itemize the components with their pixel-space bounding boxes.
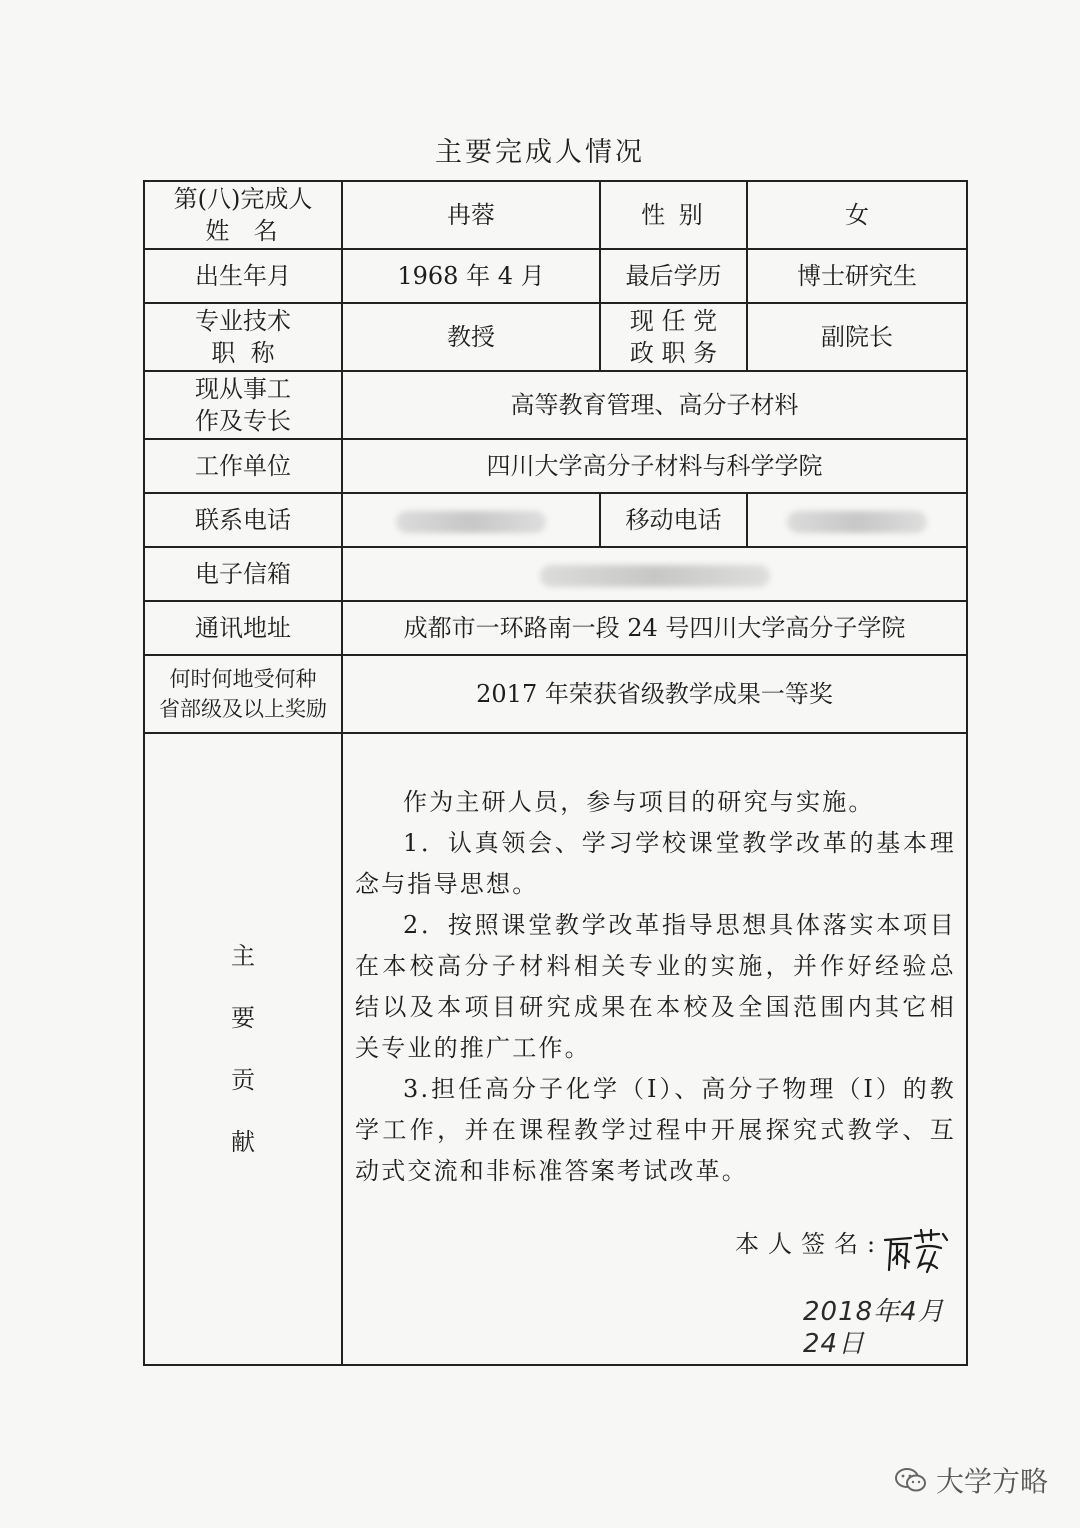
label-cell <box>144 371 342 439</box>
label-text: 第(八)完成人 <box>173 185 313 213</box>
address-label: 通讯地址 <box>144 601 342 655</box>
table-row <box>144 493 967 547</box>
signature-date: 2018年4月24日 <box>803 1297 945 1359</box>
post-value: 副院长 <box>747 303 967 371</box>
work-specialty-value: 高等教育管理、高分子材料 <box>342 371 967 439</box>
label-cell <box>144 655 342 733</box>
label-text: 专业技术 <box>195 307 291 335</box>
gender-value: 女 <box>747 181 967 249</box>
contribution-content <box>342 733 967 1365</box>
name-value: 冉蓉 <box>342 181 600 249</box>
contribution-text <box>355 782 956 1192</box>
label-text: 作及专长 <box>195 407 291 435</box>
paragraph: 1．认真领会、学习学校课堂教学改革的基本理念与指导思想。 <box>355 829 956 898</box>
table-row <box>144 439 967 493</box>
table-row <box>144 601 967 655</box>
watermark-text: 大学方略 <box>935 1465 1048 1498</box>
gender-label: 性 别 <box>600 181 747 249</box>
label-text: 何时何地受何种 <box>169 667 317 691</box>
table-row <box>144 547 967 601</box>
birth-value: 1968 年 4 月 <box>342 249 600 303</box>
award-value: 2017 年荣获省级教学成果一等奖 <box>342 655 967 733</box>
email-label: 电子信箱 <box>144 547 342 601</box>
contribution-label <box>144 733 342 1365</box>
work-unit-label: 工作单位 <box>144 439 342 493</box>
table-row <box>144 655 967 733</box>
label-cell <box>144 181 342 249</box>
label-char: 贡 <box>231 1066 255 1094</box>
signature-label: 本人签名: <box>735 1230 885 1258</box>
mobile-label: 移动电话 <box>600 493 747 547</box>
wechat-icon <box>894 1466 928 1494</box>
label-text: 现 任 党 <box>629 307 718 335</box>
phone-label: 联系电话 <box>144 493 342 547</box>
label-cell <box>600 303 747 371</box>
label-char: 要 <box>231 1004 255 1032</box>
label-text: 省部级及以上奖励 <box>159 697 327 721</box>
table-row <box>144 249 967 303</box>
watermark <box>894 1460 1048 1500</box>
label-char: 主 <box>231 942 255 970</box>
table-row <box>144 181 967 249</box>
education-label: 最后学历 <box>600 249 747 303</box>
info-table <box>143 180 968 1366</box>
label-char: 献 <box>231 1128 255 1156</box>
address-value: 成都市一环路南一段 24 号四川大学高分子学院 <box>342 601 967 655</box>
label-text: 姓 名 <box>205 217 281 245</box>
professional-title-value: 教授 <box>342 303 600 371</box>
table-row <box>144 371 967 439</box>
label-text: 职 称 <box>211 339 275 367</box>
table-row <box>144 733 967 1365</box>
handwritten-signature <box>881 1226 951 1278</box>
paragraph: 3.担任高分子化学（I）、高分子物理（I）的教学工作，并在课程教学过程中开展探究式教学、互动式交流和非标准答案考试改革。 <box>355 1075 956 1185</box>
label-cell <box>144 303 342 371</box>
paragraph: 2．按照课堂教学改革指导思想具体落实本项目在本校高分子材料相关专业的实施，并作好经验总结以及本项目研究成果在本校及全国范围内其它相关专业的推广工作。 <box>355 911 956 1062</box>
label-text: 政 职 务 <box>629 339 718 367</box>
paragraph: 作为主研人员，参与项目的研究与实施。 <box>403 788 875 816</box>
email-value-redacted <box>342 547 967 601</box>
label-text: 现从事工 <box>195 375 291 403</box>
birth-label: 出生年月 <box>144 249 342 303</box>
mobile-value-redacted <box>747 493 967 547</box>
work-unit-value: 四川大学高分子材料与科学学院 <box>342 439 967 493</box>
phone-value-redacted <box>342 493 600 547</box>
table-row <box>144 303 967 371</box>
education-value: 博士研究生 <box>747 249 967 303</box>
page-title: 主要完成人情况 <box>435 137 645 168</box>
